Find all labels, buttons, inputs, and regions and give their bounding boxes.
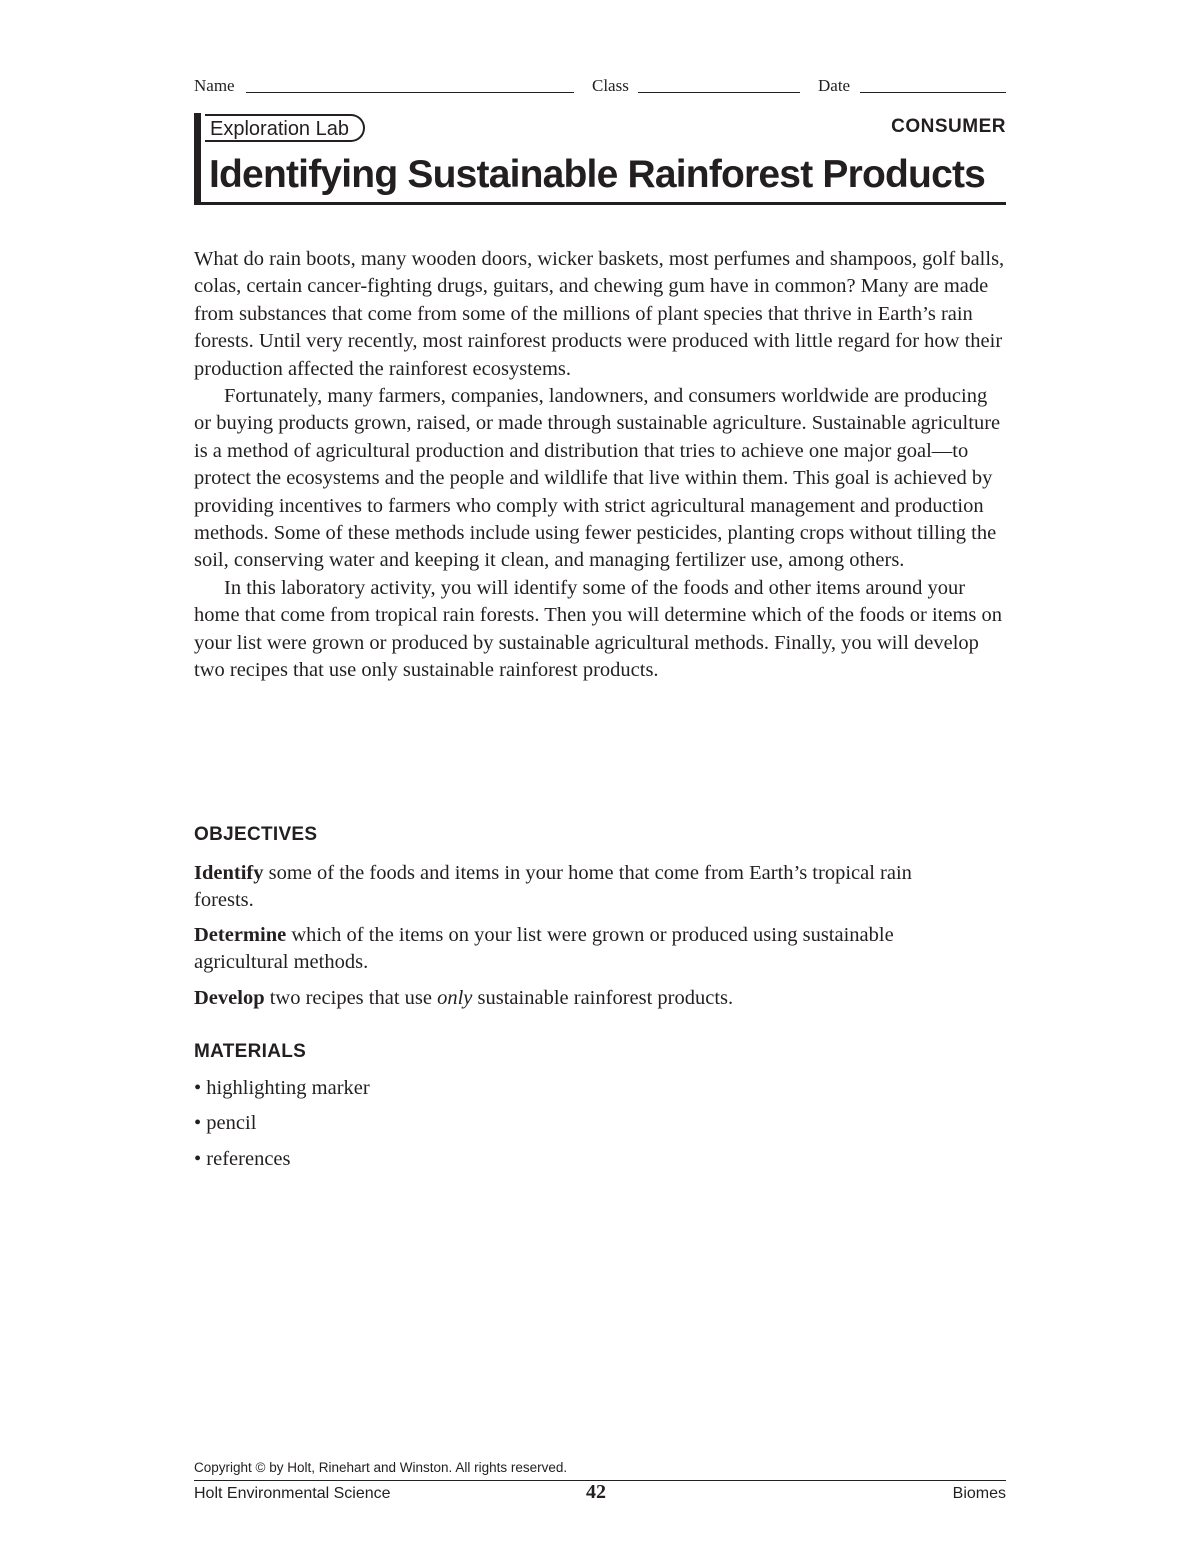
objective-emphasis: only (437, 987, 473, 1009)
objective-item (194, 922, 954, 977)
materials-heading: MATERIALS (194, 1041, 307, 1062)
date-blank-line (860, 92, 1006, 93)
page-title: Identifying Sustainable Rainforest Products (209, 153, 986, 196)
objective-item (194, 985, 954, 1012)
name-label: Name (194, 76, 235, 95)
page-number: 42 (586, 1481, 606, 1503)
objectives-heading: OBJECTIVES (194, 824, 318, 845)
objective-verb: Develop (194, 987, 265, 1009)
material-item: • highlighting marker (194, 1077, 370, 1099)
intro-paragraph-2: Fortunately, many farmers, companies, landowners, and consumers worldwide are producing or buying products grown, raised, or made through sustainable agriculture. Sustainable agriculture is a method of agricultural production and distribution that tries to achieve one major goal—to protect the ecosystems and the people and wildlife that live within them. This goal is achieved by providing incentives to farmers who comply with strict agricultural management and production methods. Some of these methods include using fewer pesticides, planting crops without tilling the soil, conserving water and keeping it clean, and managing fertilizer use, among others. (194, 385, 1001, 572)
copyright-notice: Copyright © by Holt, Rinehart and Winston. All rights reserved. (194, 1460, 568, 1475)
class-label: Class (592, 76, 629, 95)
date-field (818, 76, 850, 96)
name-blank-line (246, 92, 574, 93)
objective-text: sustainable rainforest products. (472, 987, 734, 1009)
intro-text (194, 246, 1009, 685)
student-info-fields (194, 76, 1006, 98)
name-field (194, 76, 235, 96)
title-block (194, 113, 1006, 205)
book-title: Holt Environmental Science (194, 1485, 391, 1502)
intro-paragraph-3: In this laboratory activity, you will identify some of the foods and other items around your home that come from tropical rain forests. Then you will determine which of the foods or items on your list were grown or produced by sustainable agricultural methods. Finally, you will develop two recipes that use only sustainable rainforest products. (194, 576, 1003, 682)
chapter-name: Biomes (952, 1485, 1006, 1502)
objective-text: some of the foods and items in your home that come from Earth’s tropical rain forests. (194, 862, 912, 912)
intro-paragraph-1: What do rain boots, many wooden doors, wicker baskets, most perfumes and shampoos, golf balls, colas, certain cancer-fighting drugs, guitars, and chewing gum have in common? Many are made from substances that come from some of the millions of plant species that thrive in Earth’s rain forests. Until very recently, most rainforest products were produced with little regard for how their production affected the rainforest ecosystems. (194, 248, 1005, 380)
class-blank-line (638, 92, 800, 93)
objective-verb: Identify (194, 862, 264, 884)
objective-item (194, 860, 954, 915)
objective-text: which of the items on your list were grown or produced using sustainable agricultural methods. (194, 924, 894, 974)
date-label: Date (818, 76, 851, 95)
category-label: CONSUMER (891, 116, 1006, 137)
objective-text: two recipes that use (264, 987, 438, 1009)
material-item: • references (194, 1148, 291, 1170)
objective-verb: Determine (194, 924, 287, 946)
lab-type-tag: Exploration Lab (205, 114, 365, 142)
material-item: • pencil (194, 1112, 257, 1134)
class-field (592, 76, 629, 96)
